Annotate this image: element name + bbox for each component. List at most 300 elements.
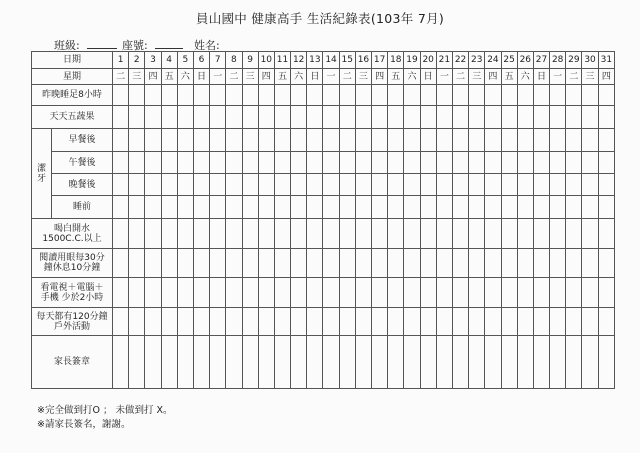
screen-cell[interactable]	[550, 278, 566, 308]
sleep-cell[interactable]	[517, 85, 533, 106]
reading-cell[interactable]	[113, 249, 129, 278]
teeth-cell[interactable]	[274, 129, 290, 152]
fruit-cell[interactable]	[404, 106, 420, 129]
fruit-cell[interactable]	[339, 106, 355, 129]
teeth-cell[interactable]	[129, 196, 145, 219]
teeth-cell[interactable]	[420, 196, 436, 219]
reading-cell[interactable]	[210, 249, 226, 278]
teeth-cell[interactable]	[533, 196, 549, 219]
sleep-cell[interactable]	[258, 85, 274, 106]
outdoor-cell[interactable]	[161, 308, 177, 336]
teeth-cell[interactable]	[436, 174, 452, 196]
teeth-cell[interactable]	[372, 152, 388, 174]
teeth-cell[interactable]	[307, 129, 323, 152]
reading-cell[interactable]	[226, 249, 242, 278]
screen-cell[interactable]	[339, 278, 355, 308]
teeth-cell[interactable]	[258, 196, 274, 219]
water-cell[interactable]	[242, 219, 258, 249]
teeth-cell[interactable]	[339, 152, 355, 174]
teeth-cell[interactable]	[469, 196, 485, 219]
teeth-cell[interactable]	[501, 196, 517, 219]
sleep-cell[interactable]	[242, 85, 258, 106]
water-cell[interactable]	[469, 219, 485, 249]
fruit-cell[interactable]	[452, 106, 468, 129]
reading-cell[interactable]	[550, 249, 566, 278]
teeth-cell[interactable]	[193, 196, 209, 219]
outdoor-cell[interactable]	[193, 308, 209, 336]
reading-cell[interactable]	[420, 249, 436, 278]
sleep-cell[interactable]	[501, 85, 517, 106]
water-cell[interactable]	[161, 219, 177, 249]
teeth-cell[interactable]	[501, 174, 517, 196]
sleep-cell[interactable]	[388, 85, 404, 106]
teeth-cell[interactable]	[323, 152, 339, 174]
parent-sign-cell[interactable]	[452, 336, 468, 389]
teeth-cell[interactable]	[501, 152, 517, 174]
outdoor-cell[interactable]	[258, 308, 274, 336]
reading-cell[interactable]	[242, 249, 258, 278]
sleep-cell[interactable]	[355, 85, 371, 106]
fruit-cell[interactable]	[517, 106, 533, 129]
fruit-cell[interactable]	[501, 106, 517, 129]
parent-sign-cell[interactable]	[339, 336, 355, 389]
teeth-cell[interactable]	[339, 174, 355, 196]
fruit-cell[interactable]	[129, 106, 145, 129]
teeth-cell[interactable]	[420, 152, 436, 174]
outdoor-cell[interactable]	[323, 308, 339, 336]
outdoor-cell[interactable]	[242, 308, 258, 336]
teeth-cell[interactable]	[582, 152, 598, 174]
teeth-cell[interactable]	[582, 174, 598, 196]
teeth-cell[interactable]	[307, 152, 323, 174]
teeth-cell[interactable]	[177, 174, 193, 196]
teeth-cell[interactable]	[420, 129, 436, 152]
outdoor-cell[interactable]	[177, 308, 193, 336]
sleep-cell[interactable]	[533, 85, 549, 106]
outdoor-cell[interactable]	[129, 308, 145, 336]
teeth-cell[interactable]	[355, 152, 371, 174]
water-cell[interactable]	[193, 219, 209, 249]
teeth-cell[interactable]	[210, 152, 226, 174]
sleep-cell[interactable]	[436, 85, 452, 106]
water-cell[interactable]	[550, 219, 566, 249]
outdoor-cell[interactable]	[550, 308, 566, 336]
teeth-cell[interactable]	[372, 129, 388, 152]
reading-cell[interactable]	[452, 249, 468, 278]
screen-cell[interactable]	[307, 278, 323, 308]
teeth-cell[interactable]	[469, 174, 485, 196]
parent-sign-cell[interactable]	[517, 336, 533, 389]
fruit-cell[interactable]	[226, 106, 242, 129]
water-cell[interactable]	[226, 219, 242, 249]
screen-cell[interactable]	[323, 278, 339, 308]
water-cell[interactable]	[129, 219, 145, 249]
teeth-cell[interactable]	[533, 129, 549, 152]
reading-cell[interactable]	[533, 249, 549, 278]
teeth-cell[interactable]	[210, 174, 226, 196]
reading-cell[interactable]	[177, 249, 193, 278]
fruit-cell[interactable]	[291, 106, 307, 129]
teeth-cell[interactable]	[323, 196, 339, 219]
reading-cell[interactable]	[274, 249, 290, 278]
teeth-cell[interactable]	[113, 174, 129, 196]
fruit-cell[interactable]	[355, 106, 371, 129]
teeth-cell[interactable]	[436, 152, 452, 174]
sleep-cell[interactable]	[550, 85, 566, 106]
teeth-cell[interactable]	[404, 196, 420, 219]
teeth-cell[interactable]	[274, 196, 290, 219]
reading-cell[interactable]	[598, 249, 614, 278]
teeth-cell[interactable]	[550, 196, 566, 219]
sleep-cell[interactable]	[420, 85, 436, 106]
teeth-cell[interactable]	[193, 152, 209, 174]
sleep-cell[interactable]	[210, 85, 226, 106]
screen-cell[interactable]	[291, 278, 307, 308]
teeth-cell[interactable]	[517, 129, 533, 152]
teeth-cell[interactable]	[291, 196, 307, 219]
teeth-cell[interactable]	[258, 152, 274, 174]
teeth-cell[interactable]	[485, 152, 501, 174]
fruit-cell[interactable]	[113, 106, 129, 129]
water-cell[interactable]	[517, 219, 533, 249]
outdoor-cell[interactable]	[582, 308, 598, 336]
water-cell[interactable]	[113, 219, 129, 249]
screen-cell[interactable]	[582, 278, 598, 308]
teeth-cell[interactable]	[113, 129, 129, 152]
teeth-cell[interactable]	[242, 152, 258, 174]
parent-sign-cell[interactable]	[161, 336, 177, 389]
screen-cell[interactable]	[452, 278, 468, 308]
parent-sign-cell[interactable]	[291, 336, 307, 389]
screen-cell[interactable]	[372, 278, 388, 308]
reading-cell[interactable]	[161, 249, 177, 278]
parent-sign-cell[interactable]	[598, 336, 614, 389]
parent-sign-cell[interactable]	[226, 336, 242, 389]
outdoor-cell[interactable]	[372, 308, 388, 336]
teeth-cell[interactable]	[436, 129, 452, 152]
teeth-cell[interactable]	[550, 174, 566, 196]
screen-cell[interactable]	[388, 278, 404, 308]
teeth-cell[interactable]	[258, 129, 274, 152]
teeth-cell[interactable]	[323, 174, 339, 196]
water-cell[interactable]	[355, 219, 371, 249]
screen-cell[interactable]	[566, 278, 582, 308]
reading-cell[interactable]	[404, 249, 420, 278]
teeth-cell[interactable]	[533, 174, 549, 196]
sleep-cell[interactable]	[452, 85, 468, 106]
outdoor-cell[interactable]	[469, 308, 485, 336]
teeth-cell[interactable]	[452, 174, 468, 196]
parent-sign-cell[interactable]	[582, 336, 598, 389]
teeth-cell[interactable]	[517, 174, 533, 196]
parent-sign-cell[interactable]	[113, 336, 129, 389]
teeth-cell[interactable]	[598, 152, 614, 174]
water-cell[interactable]	[307, 219, 323, 249]
teeth-cell[interactable]	[274, 174, 290, 196]
outdoor-cell[interactable]	[339, 308, 355, 336]
teeth-cell[interactable]	[226, 152, 242, 174]
water-cell[interactable]	[323, 219, 339, 249]
sleep-cell[interactable]	[339, 85, 355, 106]
teeth-cell[interactable]	[355, 129, 371, 152]
water-cell[interactable]	[582, 219, 598, 249]
sleep-cell[interactable]	[469, 85, 485, 106]
screen-cell[interactable]	[258, 278, 274, 308]
teeth-cell[interactable]	[161, 196, 177, 219]
reading-cell[interactable]	[307, 249, 323, 278]
water-cell[interactable]	[566, 219, 582, 249]
fruit-cell[interactable]	[485, 106, 501, 129]
teeth-cell[interactable]	[485, 129, 501, 152]
outdoor-cell[interactable]	[598, 308, 614, 336]
parent-sign-cell[interactable]	[420, 336, 436, 389]
teeth-cell[interactable]	[485, 196, 501, 219]
screen-cell[interactable]	[274, 278, 290, 308]
sleep-cell[interactable]	[323, 85, 339, 106]
teeth-cell[interactable]	[404, 129, 420, 152]
sleep-cell[interactable]	[177, 85, 193, 106]
water-cell[interactable]	[501, 219, 517, 249]
parent-sign-cell[interactable]	[210, 336, 226, 389]
outdoor-cell[interactable]	[274, 308, 290, 336]
outdoor-cell[interactable]	[210, 308, 226, 336]
fruit-cell[interactable]	[323, 106, 339, 129]
fruit-cell[interactable]	[598, 106, 614, 129]
teeth-cell[interactable]	[242, 174, 258, 196]
teeth-cell[interactable]	[161, 174, 177, 196]
fruit-cell[interactable]	[550, 106, 566, 129]
parent-sign-cell[interactable]	[323, 336, 339, 389]
parent-sign-cell[interactable]	[550, 336, 566, 389]
teeth-cell[interactable]	[145, 174, 161, 196]
teeth-cell[interactable]	[145, 196, 161, 219]
teeth-cell[interactable]	[226, 129, 242, 152]
parent-sign-cell[interactable]	[436, 336, 452, 389]
teeth-cell[interactable]	[242, 129, 258, 152]
teeth-cell[interactable]	[177, 129, 193, 152]
teeth-cell[interactable]	[129, 129, 145, 152]
fruit-cell[interactable]	[161, 106, 177, 129]
parent-sign-cell[interactable]	[485, 336, 501, 389]
parent-sign-cell[interactable]	[274, 336, 290, 389]
water-cell[interactable]	[533, 219, 549, 249]
teeth-cell[interactable]	[129, 174, 145, 196]
screen-cell[interactable]	[226, 278, 242, 308]
outdoor-cell[interactable]	[113, 308, 129, 336]
outdoor-cell[interactable]	[501, 308, 517, 336]
teeth-cell[interactable]	[210, 129, 226, 152]
teeth-cell[interactable]	[323, 129, 339, 152]
teeth-cell[interactable]	[533, 152, 549, 174]
screen-cell[interactable]	[113, 278, 129, 308]
teeth-cell[interactable]	[517, 196, 533, 219]
teeth-cell[interactable]	[452, 129, 468, 152]
teeth-cell[interactable]	[404, 174, 420, 196]
sleep-cell[interactable]	[307, 85, 323, 106]
teeth-cell[interactable]	[177, 152, 193, 174]
screen-cell[interactable]	[469, 278, 485, 308]
outdoor-cell[interactable]	[145, 308, 161, 336]
teeth-cell[interactable]	[566, 152, 582, 174]
parent-sign-cell[interactable]	[469, 336, 485, 389]
sleep-cell[interactable]	[226, 85, 242, 106]
water-cell[interactable]	[388, 219, 404, 249]
reading-cell[interactable]	[258, 249, 274, 278]
water-cell[interactable]	[145, 219, 161, 249]
water-cell[interactable]	[436, 219, 452, 249]
reading-cell[interactable]	[501, 249, 517, 278]
teeth-cell[interactable]	[242, 196, 258, 219]
sleep-cell[interactable]	[113, 85, 129, 106]
sleep-cell[interactable]	[582, 85, 598, 106]
teeth-cell[interactable]	[404, 152, 420, 174]
teeth-cell[interactable]	[469, 152, 485, 174]
water-cell[interactable]	[372, 219, 388, 249]
teeth-cell[interactable]	[113, 196, 129, 219]
teeth-cell[interactable]	[307, 174, 323, 196]
parent-sign-cell[interactable]	[307, 336, 323, 389]
teeth-cell[interactable]	[355, 196, 371, 219]
parent-sign-cell[interactable]	[388, 336, 404, 389]
teeth-cell[interactable]	[145, 152, 161, 174]
teeth-cell[interactable]	[388, 129, 404, 152]
fruit-cell[interactable]	[566, 106, 582, 129]
teeth-cell[interactable]	[598, 174, 614, 196]
reading-cell[interactable]	[372, 249, 388, 278]
teeth-cell[interactable]	[566, 129, 582, 152]
screen-cell[interactable]	[598, 278, 614, 308]
water-cell[interactable]	[274, 219, 290, 249]
screen-cell[interactable]	[129, 278, 145, 308]
teeth-cell[interactable]	[388, 196, 404, 219]
water-cell[interactable]	[420, 219, 436, 249]
teeth-cell[interactable]	[582, 196, 598, 219]
reading-cell[interactable]	[485, 249, 501, 278]
water-cell[interactable]	[452, 219, 468, 249]
fruit-cell[interactable]	[533, 106, 549, 129]
fruit-cell[interactable]	[307, 106, 323, 129]
screen-cell[interactable]	[404, 278, 420, 308]
outdoor-cell[interactable]	[388, 308, 404, 336]
screen-cell[interactable]	[355, 278, 371, 308]
teeth-cell[interactable]	[210, 196, 226, 219]
sleep-cell[interactable]	[372, 85, 388, 106]
reading-cell[interactable]	[566, 249, 582, 278]
teeth-cell[interactable]	[436, 196, 452, 219]
screen-cell[interactable]	[161, 278, 177, 308]
teeth-cell[interactable]	[258, 174, 274, 196]
teeth-cell[interactable]	[388, 174, 404, 196]
sleep-cell[interactable]	[129, 85, 145, 106]
screen-cell[interactable]	[242, 278, 258, 308]
teeth-cell[interactable]	[582, 129, 598, 152]
outdoor-cell[interactable]	[436, 308, 452, 336]
teeth-cell[interactable]	[550, 129, 566, 152]
sleep-cell[interactable]	[193, 85, 209, 106]
outdoor-cell[interactable]	[517, 308, 533, 336]
fruit-cell[interactable]	[469, 106, 485, 129]
fruit-cell[interactable]	[242, 106, 258, 129]
teeth-cell[interactable]	[566, 196, 582, 219]
reading-cell[interactable]	[436, 249, 452, 278]
reading-cell[interactable]	[323, 249, 339, 278]
water-cell[interactable]	[598, 219, 614, 249]
screen-cell[interactable]	[210, 278, 226, 308]
parent-sign-cell[interactable]	[501, 336, 517, 389]
screen-cell[interactable]	[420, 278, 436, 308]
fruit-cell[interactable]	[420, 106, 436, 129]
teeth-cell[interactable]	[161, 152, 177, 174]
teeth-cell[interactable]	[193, 174, 209, 196]
class-blank[interactable]	[87, 38, 117, 49]
teeth-cell[interactable]	[226, 174, 242, 196]
reading-cell[interactable]	[129, 249, 145, 278]
fruit-cell[interactable]	[193, 106, 209, 129]
parent-sign-cell[interactable]	[129, 336, 145, 389]
outdoor-cell[interactable]	[420, 308, 436, 336]
parent-sign-cell[interactable]	[145, 336, 161, 389]
fruit-cell[interactable]	[582, 106, 598, 129]
water-cell[interactable]	[258, 219, 274, 249]
reading-cell[interactable]	[339, 249, 355, 278]
fruit-cell[interactable]	[436, 106, 452, 129]
teeth-cell[interactable]	[193, 129, 209, 152]
screen-cell[interactable]	[485, 278, 501, 308]
outdoor-cell[interactable]	[485, 308, 501, 336]
water-cell[interactable]	[177, 219, 193, 249]
reading-cell[interactable]	[355, 249, 371, 278]
outdoor-cell[interactable]	[566, 308, 582, 336]
teeth-cell[interactable]	[452, 196, 468, 219]
screen-cell[interactable]	[501, 278, 517, 308]
sleep-cell[interactable]	[274, 85, 290, 106]
parent-sign-cell[interactable]	[355, 336, 371, 389]
teeth-cell[interactable]	[420, 174, 436, 196]
seat-blank[interactable]	[155, 38, 183, 49]
screen-cell[interactable]	[436, 278, 452, 308]
outdoor-cell[interactable]	[404, 308, 420, 336]
fruit-cell[interactable]	[177, 106, 193, 129]
reading-cell[interactable]	[291, 249, 307, 278]
teeth-cell[interactable]	[372, 174, 388, 196]
teeth-cell[interactable]	[598, 129, 614, 152]
outdoor-cell[interactable]	[291, 308, 307, 336]
sleep-cell[interactable]	[485, 85, 501, 106]
water-cell[interactable]	[291, 219, 307, 249]
parent-sign-cell[interactable]	[177, 336, 193, 389]
teeth-cell[interactable]	[226, 196, 242, 219]
reading-cell[interactable]	[145, 249, 161, 278]
teeth-cell[interactable]	[517, 152, 533, 174]
teeth-cell[interactable]	[372, 196, 388, 219]
fruit-cell[interactable]	[388, 106, 404, 129]
parent-sign-cell[interactable]	[533, 336, 549, 389]
fruit-cell[interactable]	[372, 106, 388, 129]
water-cell[interactable]	[485, 219, 501, 249]
teeth-cell[interactable]	[274, 152, 290, 174]
teeth-cell[interactable]	[550, 152, 566, 174]
reading-cell[interactable]	[193, 249, 209, 278]
screen-cell[interactable]	[177, 278, 193, 308]
outdoor-cell[interactable]	[307, 308, 323, 336]
screen-cell[interactable]	[193, 278, 209, 308]
teeth-cell[interactable]	[145, 129, 161, 152]
teeth-cell[interactable]	[452, 152, 468, 174]
teeth-cell[interactable]	[129, 152, 145, 174]
teeth-cell[interactable]	[161, 129, 177, 152]
teeth-cell[interactable]	[291, 174, 307, 196]
teeth-cell[interactable]	[291, 152, 307, 174]
